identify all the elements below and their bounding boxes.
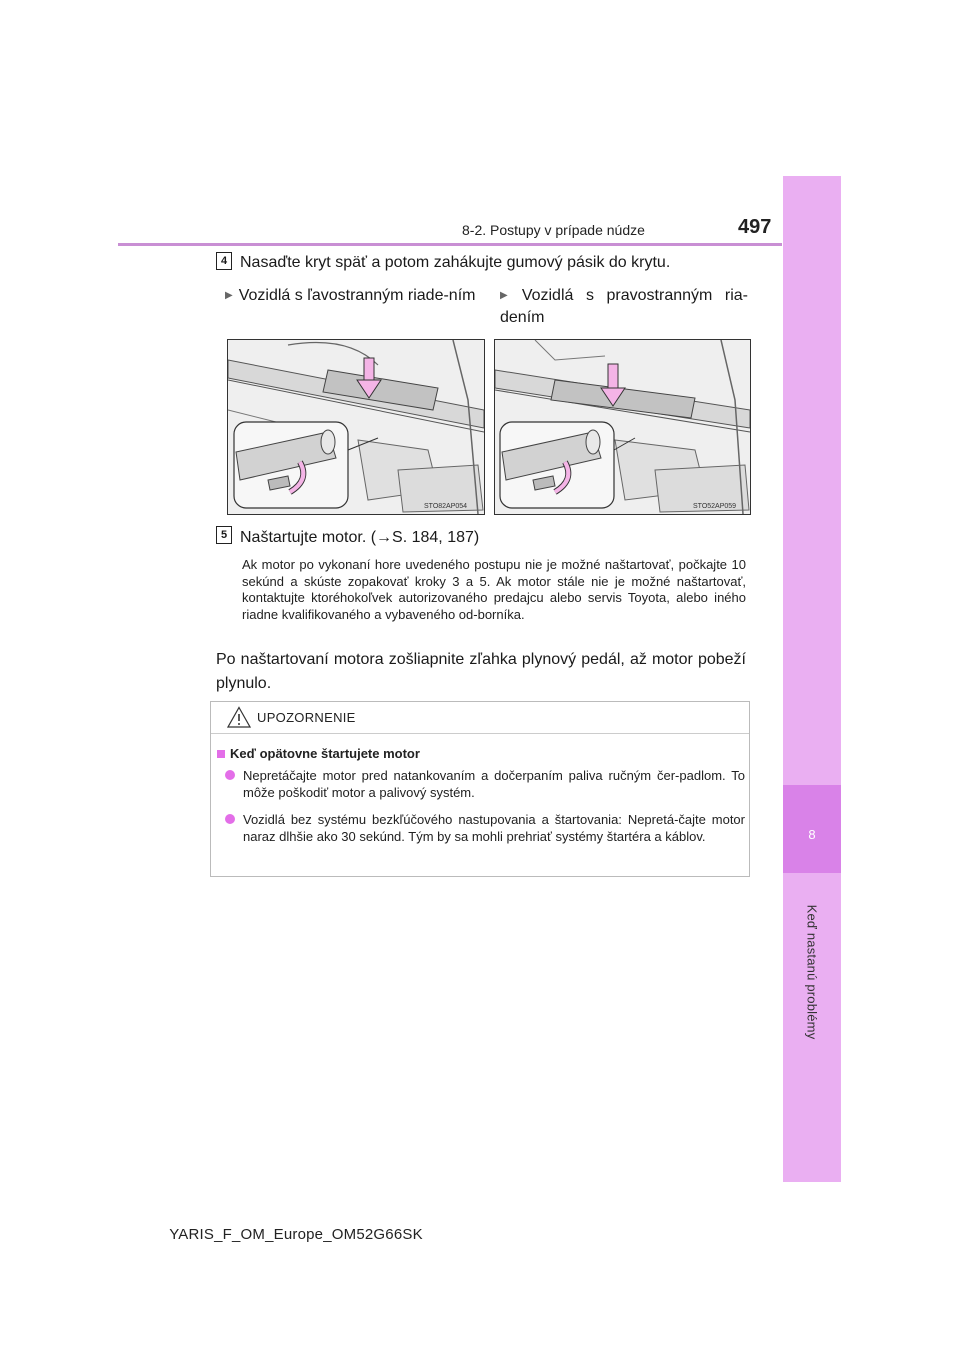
right-hand-drive-illustration xyxy=(494,339,751,515)
paragraph: Po naštartovaní motora zošliapnite zľahka plynový pedál, až motor pobeží plynulo. xyxy=(216,651,746,692)
right-hand-drive-label: ▶ Vozidlá s pravostranným ria-dením xyxy=(500,287,748,326)
triangle-bullet-icon: ▶ xyxy=(225,290,233,301)
warning-subtitle: Keď opätovne štartujete motor xyxy=(217,746,420,761)
chapter-title: Keď nastanú problémy xyxy=(804,904,820,1040)
footer-doc-id: YARIS_F_OM_Europe_OM52G66SK xyxy=(169,1226,423,1243)
left-hand-drive-label: ▶ Vozidlá s ľavostranným riade-ním xyxy=(225,287,476,304)
warning-triangle-icon xyxy=(227,706,251,728)
warning-bullet: Vozidlá bez systému bezkľúčového nastupovania a štartovania: Nepretá-čajte motor naraz dlhšie ako 30 sekúnd. Tým by sa mohli prehriať systémy štartéra a káblov. xyxy=(243,811,745,845)
step-5-text: Naštartujte motor. (→S. 184, 187) xyxy=(240,529,480,546)
triangle-bullet-icon: ▶ xyxy=(500,290,516,301)
round-bullet-icon xyxy=(225,770,235,780)
step-5-note: Ak motor po vykonaní hore uvedeného postupu nie je možné naštartovať, počkajte 10 sekúnd a skúste zopakovať kroky 3 a 5. Ak motor stále nie je možné naštartovať, kontaktujte ktoréhokoľvek autorizovaného predajcu alebo servis Toyota, alebo iného riadne kvalifikovaného a vybaveného od-borníka. xyxy=(242,557,746,622)
square-bullet-icon xyxy=(217,750,225,758)
warning-title: UPOZORNENIE xyxy=(257,710,356,725)
section-title: 8-2. Postupy v prípade núdze xyxy=(462,222,645,238)
step-4-text: Nasaďte kryt späť a potom zahákujte gumový pásik do krytu. xyxy=(240,254,671,271)
chapter-number: 8 xyxy=(808,827,816,842)
warning-bullet: Nepretáčajte motor pred natankovaním a dočerpaním paliva ručným čer-padlom. To môže poškodiť motor a palivový systém. xyxy=(243,767,745,801)
header-rule xyxy=(118,243,782,246)
figure-code: STO82AP054 xyxy=(424,503,468,510)
left-hand-drive-illustration xyxy=(227,339,485,515)
step-4-marker: 4 xyxy=(216,252,232,270)
page-number: 497 xyxy=(738,216,772,238)
step-5-marker: 5 xyxy=(216,526,232,544)
figure-code: STO52AP059 xyxy=(693,503,737,510)
round-bullet-icon xyxy=(225,814,235,824)
warning-header xyxy=(211,702,749,734)
warning-box xyxy=(210,701,750,877)
